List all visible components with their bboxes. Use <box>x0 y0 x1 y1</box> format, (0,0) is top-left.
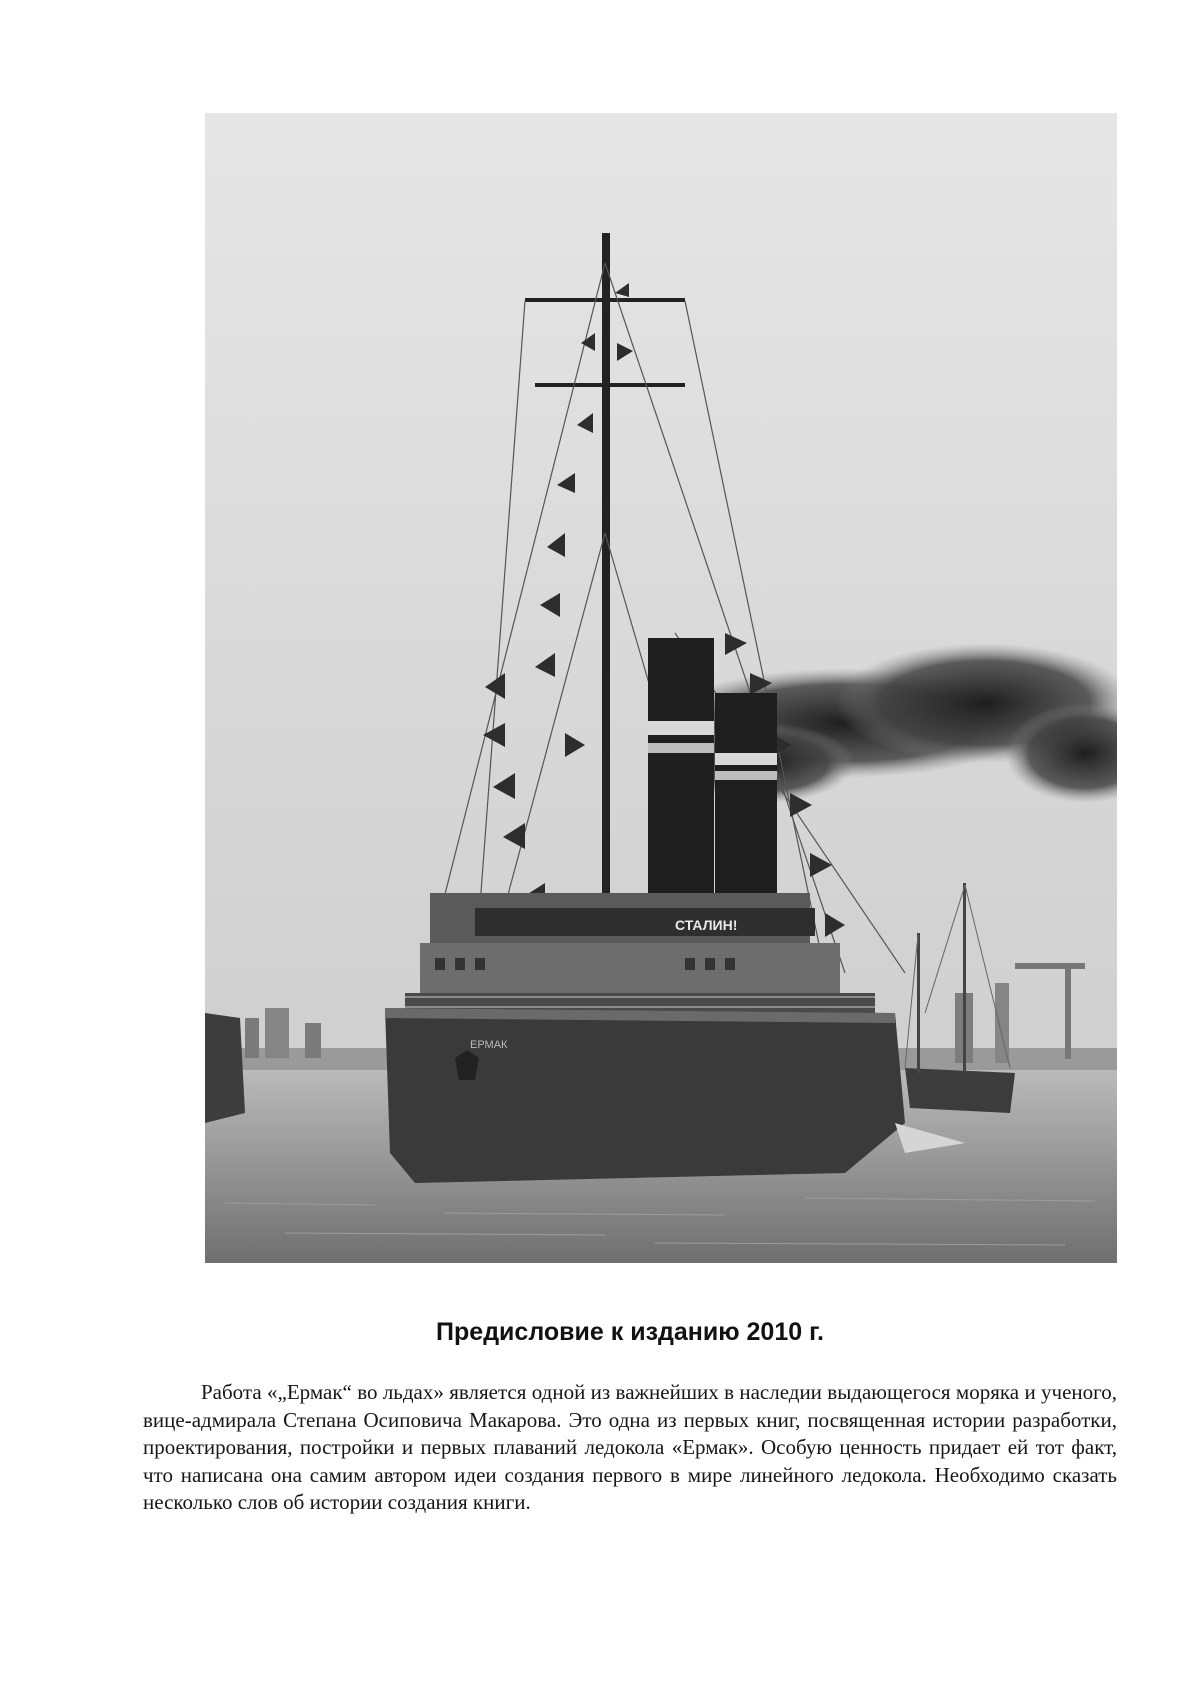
photo-illustration <box>205 113 1117 1263</box>
mast <box>602 233 610 953</box>
preface-heading: Предисловие к изданию 2010 г. <box>436 1318 824 1346</box>
funnel-aft <box>715 693 777 903</box>
left-vessel <box>205 1013 245 1123</box>
icebreaker-photo <box>205 113 1117 1263</box>
preface-paragraph: Работа «„Ермак“ во льдах» является одной из важнейших в наследии выдающегося моряка и ученого, вице-адмирала Степана Осиповича Макарова. Это одна из первых книг, посвященная истории разработки, проектирования, постройки и первых плаваний ледокола «Ермак». Особую ценность придает ей тот факт, что написана она самим автором идеи создания первого в мире линейного ледокола. Необходимо сказать несколько слов об истории создания книги. <box>143 1380 1117 1514</box>
banner-text: СТАЛИН! <box>675 917 738 933</box>
funnel-fore <box>648 638 714 903</box>
hull <box>385 1008 905 1183</box>
ship-name-plate: ЕРМАК <box>470 1039 508 1051</box>
right-vessel <box>905 1068 1015 1113</box>
